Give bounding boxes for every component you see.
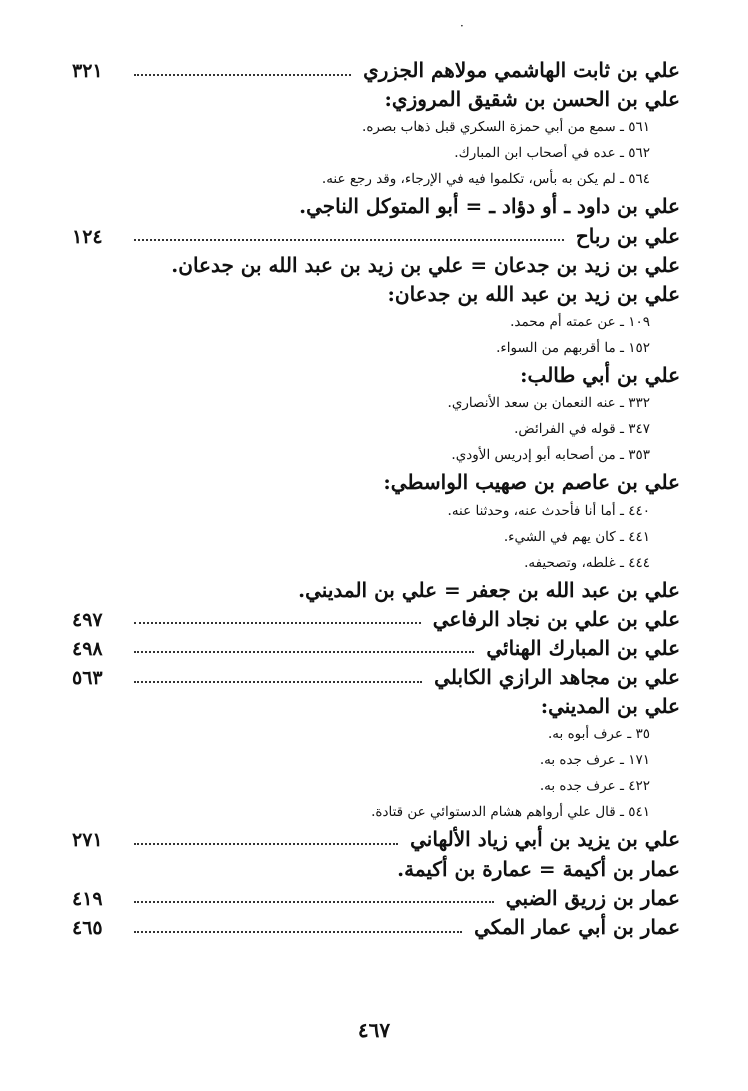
index-entry — [72, 692, 680, 721]
entry-page-number: ٣٢١ — [72, 60, 103, 82]
entry-page-number: ٤٩٧ — [72, 608, 103, 631]
sub-entry: ٥٦٤ ـ لم يكن به بأس، تكلموا فيه في الإرجاء، وقد رجع عنه. — [321, 171, 650, 188]
sub-entry: ٣٥٣ ـ من أصحابه أبو إدريس الأودي. — [451, 447, 650, 464]
entry-name: علي بن زيد بن جدعان = علي بن زيد بن عبد الله بن جدعان. — [171, 252, 680, 277]
entry-name: علي بن عاصم بن صهيب الواسطي: — [383, 470, 680, 495]
entry-name: عمار بن زريق الضبي — [505, 885, 680, 910]
entry-name: علي بن زيد بن عبد الله بن جدعان: — [387, 281, 680, 306]
index-entry — [72, 576, 680, 605]
index-entry — [72, 825, 680, 854]
entry-page-number: ٥٦٣ — [72, 667, 103, 690]
entry-name: علي بن المديني: — [540, 694, 680, 719]
sub-entry: ٣٥ ـ عرف أبوه به. — [548, 726, 650, 743]
index-entry — [72, 605, 680, 634]
entry-page-number: ١٢٤ — [72, 225, 103, 248]
index-entry — [72, 361, 680, 390]
entry-name: عمار بن أبي عمار المكي — [474, 915, 680, 939]
entry-name: علي بن أبي طالب: — [520, 363, 680, 388]
sub-entry: ٤٤٠ ـ أما أنا فأحدث عنه، وحدثنا عنه. — [447, 502, 650, 519]
top-mark: · — [460, 19, 464, 33]
sub-entry: ٤٢٢ ـ عرف جده به. — [539, 778, 650, 795]
leader-dots — [134, 239, 564, 241]
index-entry — [72, 884, 680, 913]
index-entry — [72, 468, 680, 497]
entry-name: علي بن علي بن نجاد الرفاعي — [432, 606, 680, 631]
entry-name: عمار بن أكيمة = عمارة بن أكيمة. — [397, 856, 680, 881]
sub-entry: ٤٤٤ ـ غلطه، وتصحيفه. — [524, 554, 650, 571]
entry-name: علي بن مجاهد الرازي الكابلي — [434, 665, 680, 690]
index-entry — [72, 85, 680, 114]
index-entry — [72, 251, 680, 280]
entry-name: علي بن رباح — [575, 223, 680, 248]
sub-entry: ٥٤١ ـ قال علي أرواهم هشام الدستوائي عن قتادة. — [371, 804, 650, 821]
entry-page-number: ٤٦٥ — [72, 917, 103, 939]
entry-name: علي بن يزيد بن أبي زياد الألهاني — [410, 827, 680, 852]
index-entry — [72, 634, 680, 663]
index-entry — [72, 855, 680, 884]
leader-dots — [134, 843, 398, 845]
sub-entry: ٣٤٧ ـ قوله في الفرائض. — [514, 421, 650, 438]
entry-name: علي بن عبد الله بن جعفر = علي بن المديني. — [298, 577, 680, 602]
entry-name: علي بن المبارك الهنائي — [486, 635, 680, 660]
entry-name: علي بن داود ـ أو دؤاد ـ = أبو المتوكل الناجي. — [299, 194, 680, 219]
sub-entry: ٤٤١ ـ كان يهم في الشيء. — [503, 528, 650, 545]
index-list — [72, 56, 680, 942]
leader-dots — [134, 901, 494, 903]
sub-entry: ١٧١ ـ عرف جده به. — [539, 752, 650, 769]
leader-dots — [134, 681, 422, 683]
sub-entry: ١٠٩ ـ عن عمته أم محمد. — [510, 314, 650, 331]
sub-entry: ٥٦١ ـ سمع من أبي حمزة السكري قبل ذهاب بصره. — [362, 119, 650, 136]
index-entry — [72, 663, 680, 692]
entry-page-number: ٢٧١ — [72, 829, 103, 852]
leader-dots — [134, 74, 351, 76]
index-entry — [72, 192, 680, 221]
entry-name: علي بن الحسن بن شقيق المروزي: — [384, 87, 680, 112]
sub-entry: ٣٣٢ ـ عنه النعمان بن سعد الأنصاري. — [447, 395, 650, 412]
entry-name: علي بن ثابت الهاشمي مولاهم الجزري — [363, 58, 680, 82]
entry-page-number: ٤١٩ — [72, 887, 103, 910]
page-number: ٤٦٧ — [357, 1018, 391, 1042]
leader-dots — [134, 931, 462, 933]
index-entry — [72, 56, 680, 85]
sub-entry: ١٥٢ ـ ما أقربهم من السواء. — [496, 340, 650, 357]
index-entry — [72, 222, 680, 251]
leader-dots — [134, 651, 474, 653]
leader-dots — [134, 622, 421, 624]
entry-page-number: ٤٩٨ — [72, 637, 103, 660]
sub-entry: ٥٦٢ ـ عده في أصحاب ابن المبارك. — [454, 145, 650, 162]
index-entry — [72, 280, 680, 309]
index-entry — [72, 913, 680, 942]
